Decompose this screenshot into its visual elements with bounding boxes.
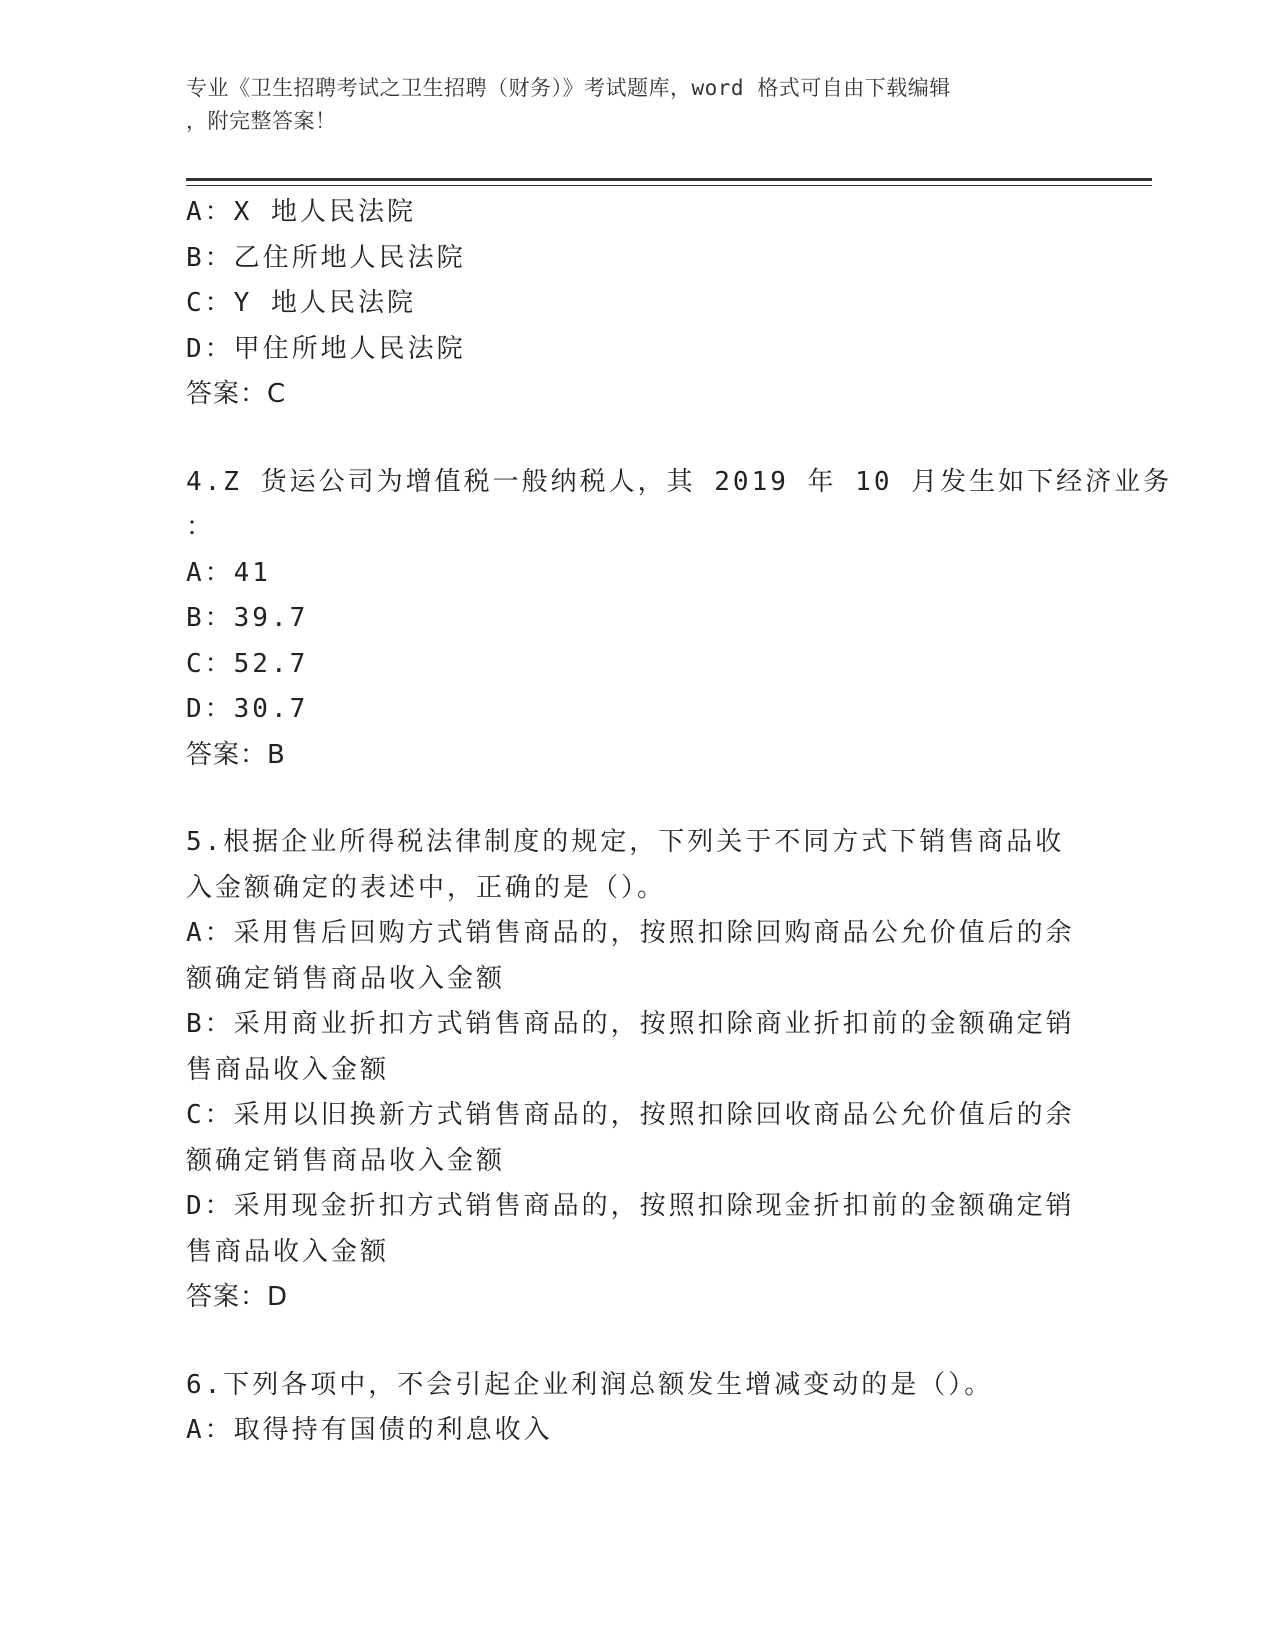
option-b: B：乙住所地人民法院 [186, 242, 466, 273]
option-b: B：39.7 [186, 603, 309, 633]
spacer [186, 778, 1086, 820]
option-d: D：甲住所地人民法院 [186, 333, 466, 364]
option-d: D：30.7 [186, 694, 309, 724]
option-b: B：采用商业折扣方式销售商品的，按照扣除商业折扣前的金额确定销 [186, 1009, 1075, 1039]
question-text: 6.下列各项中，不会引起企业利润总额发生增减变动的是（）。 [186, 1369, 994, 1400]
header-divider-thick [186, 178, 1152, 181]
option-c: C：52.7 [186, 648, 309, 679]
option-a: A：41 [186, 557, 271, 588]
option-a: A：取得持有国债的利息收入 [186, 1415, 553, 1445]
answer-line: 答案：D [186, 1282, 289, 1312]
header-title-line: ，附完整答案！ [186, 109, 337, 133]
option-a-continued: 额确定销售商品收入金额 [186, 963, 506, 994]
header-divider-thin [186, 185, 1152, 186]
option-c: C：Y 地人民法院 [186, 288, 416, 318]
spacer [186, 418, 1086, 460]
question-text: 5.根据企业所得税法律制度的规定，下列关于不同方式下销售商品收 [186, 827, 1065, 857]
answer-line: 答案：B [186, 739, 286, 770]
option-a: A：X 地人民法院 [186, 197, 416, 227]
question-6 [186, 1363, 1086, 1454]
option-c-continued: 额确定销售商品收入金额 [186, 1145, 506, 1176]
option-b-continued: 售商品收入金额 [186, 1054, 390, 1085]
question-content [186, 190, 1173, 1454]
question-text: 入金额确定的表述中，正确的是（）。 [186, 872, 667, 903]
spacer [186, 1321, 1086, 1363]
document-header [186, 72, 1066, 138]
question-text: ： [186, 512, 216, 542]
question-3 [186, 190, 1086, 418]
option-c: C：采用以旧换新方式销售商品的，按照扣除回收商品公允价值后的余 [186, 1100, 1075, 1130]
answer-line: 答案：C [186, 379, 287, 409]
option-a: A：采用售后回购方式销售商品的，按照扣除回购商品公允价值后的余 [186, 918, 1075, 948]
option-d: D：采用现金折扣方式销售商品的，按照扣除现金折扣前的金额确定销 [186, 1191, 1075, 1221]
header-title-line: 专业《卫生招聘考试之卫生招聘（财务）》考试题库，word 格式可自由下载编辑 [186, 76, 951, 100]
question-4 [186, 460, 1173, 779]
option-d-continued: 售商品收入金额 [186, 1236, 390, 1267]
question-5 [186, 820, 1086, 1321]
question-text: 4.Z 货运公司为增值税一般纳税人，其 2019 年 10 月发生如下经济业务 [186, 466, 1173, 497]
